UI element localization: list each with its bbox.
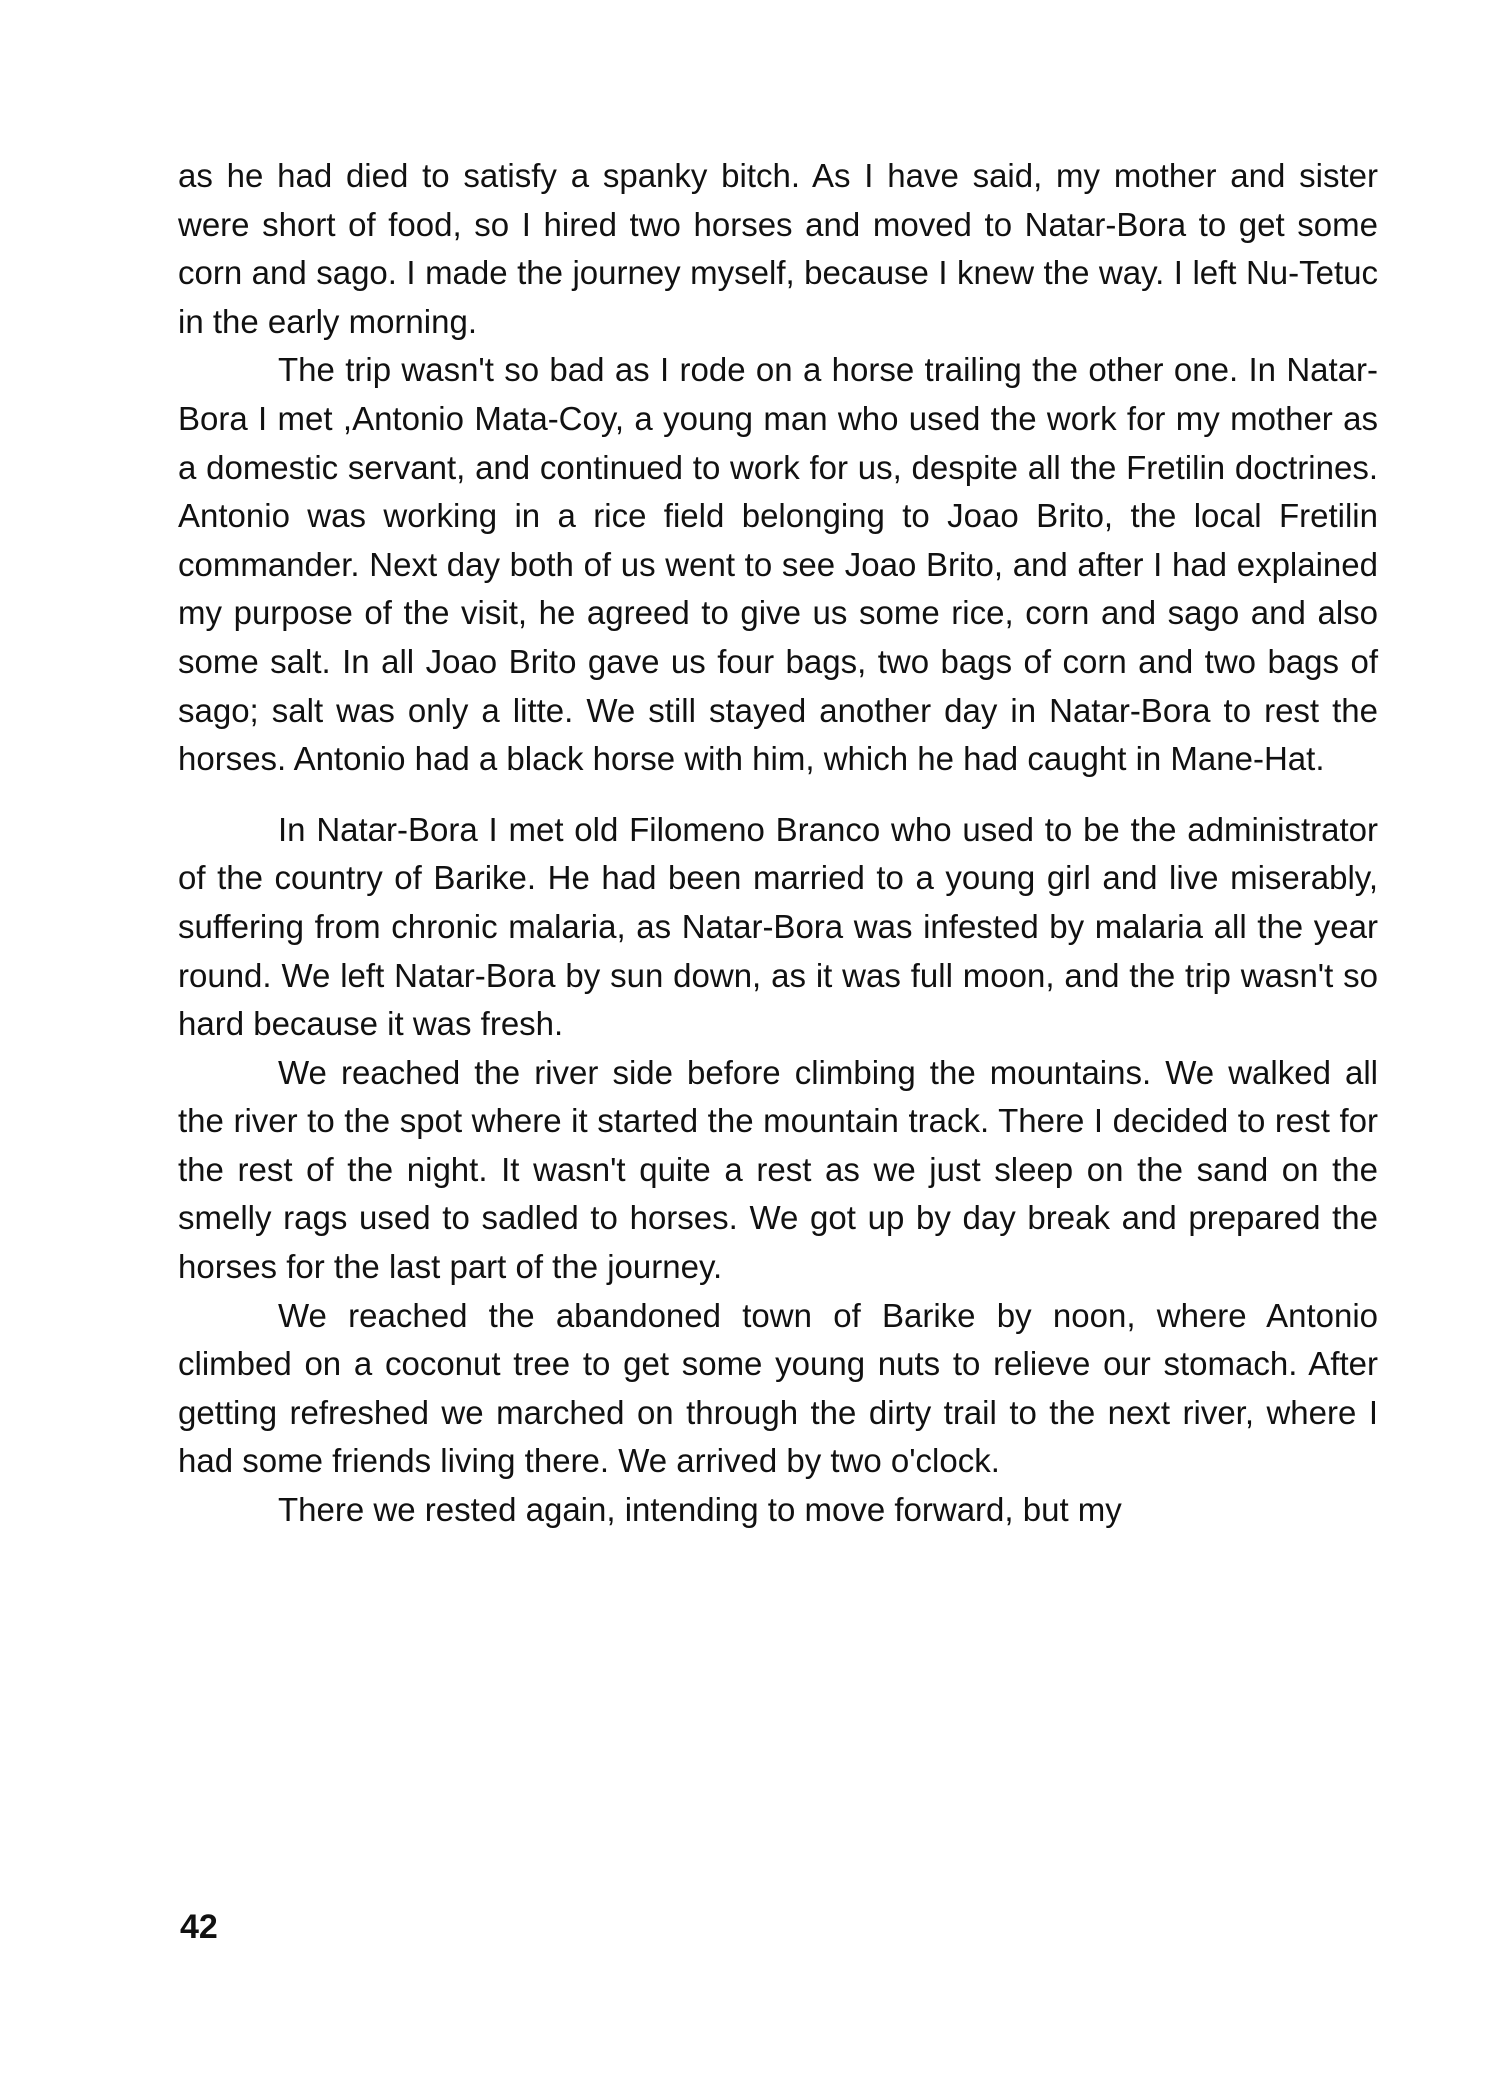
paragraph-5: We reached the abandoned town of Barike by noon, where Antonio climbed on a coconut tree to get some young nuts to relieve our stomach. After getting refreshed we marched on through the dirty trail to the next river, where I had some friends living there. We arrived by two o'clock. (178, 1296, 1378, 1480)
paragraph-4: We reached the river side before climbing the mountains. We walked all the river to the spot where it started the mountain track. There I decided to rest for the rest of the night. It wasn't quite a rest as we just sleep on the sand on the smelly rags used to sadled to horses. We got up by day break and prepared the horses for the last part of the journey. (178, 1053, 1378, 1286)
body-text (178, 152, 1378, 1535)
paragraph-1: as he had died to satisfy a spanky bitch. As I have said, my mother and sister were short of food, so I hired two horses and moved to Natar-Bora to get some corn and sago. I made the journey myself, because I knew the way. I left Nu-Tetuc in the early morning. (178, 157, 1378, 340)
paragraph-3: In Natar-Bora I met old Filomeno Branco who used to be the administrator of the country of Barike. He had been married to a young girl and live miserably, suffering from chronic malaria, as Natar-Bora was infested by malaria all the year round. We left Natar-Bora by sun down, as it was full moon, and the trip wasn't so hard because it was fresh. (178, 810, 1378, 1043)
paragraph-6: There we rested again, intending to move forward, but my (278, 1491, 1122, 1529)
paragraph-2: The trip wasn't so bad as I rode on a horse trailing the other one. In Natar-Bora I met ,Antonio Mata-Coy, a young man who used the work for my mother as a domestic servant, and continued to work for us, despite all the Fretilin doctrines. Antonio was working in a rice field belonging to Joao Brito, the local Fretilin commander. Next day both of us went to see Joao Brito, and after I had explained my purpose of the visit, he agreed to give us some rice, corn and sago and also some salt. In all Joao Brito gave us four bags, two bags of corn and two bags of sago; salt was only a litte. We still stayed another day in Natar-Bora to rest the horses. Antonio had a black horse with him, which he had caught in Mane-Hat. (178, 351, 1378, 778)
page-number: 42 (180, 1908, 218, 1946)
